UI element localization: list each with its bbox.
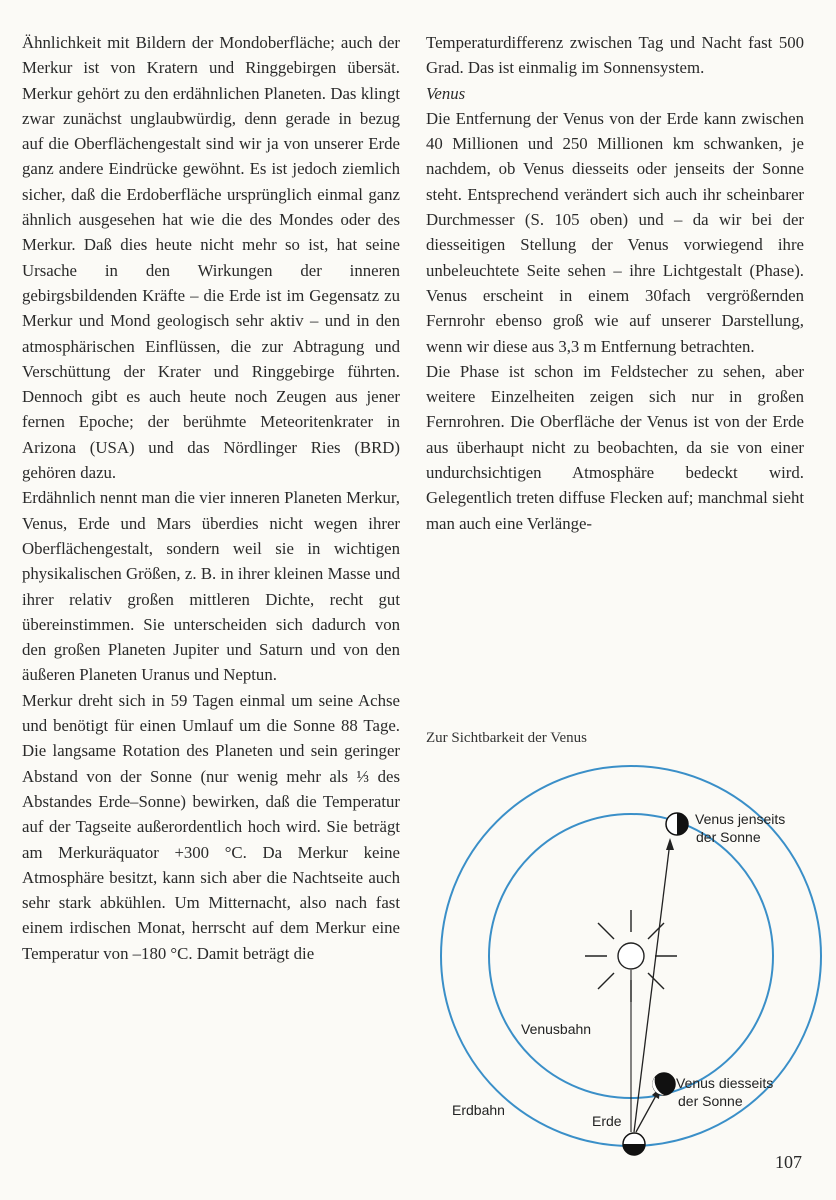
label-venus-far-line1: Venus jenseits	[695, 811, 786, 827]
earth-icon	[623, 1133, 645, 1155]
label-venus-orbit: Venusbahn	[521, 1021, 592, 1037]
venus-visibility-diagram	[426, 752, 836, 1172]
arrowhead-far	[666, 838, 674, 850]
venus-near-icon	[652, 1073, 675, 1095]
label-venus-near-line1: Venus diesseits	[676, 1075, 774, 1091]
paragraph-mercury-surface: Ähnlichkeit mit Bildern der Mondoberfläche; auch der Merkur ist von Kratern und Ringgebirgen übersät. Merkur gehört zu den erdähnlichen Planeten. Das klingt zwar zunächst unglaubwürdig, denn gerade in bezug auf die Oberflächengestalt sind wir ja von unserer Erde ganz andere Eindrücke gewöhnt. Es ist jedoch ziemlich sicher, daß die Erdoberfläche ursprünglich einmal ganz ähnlich ausgesehen hat wie die des Mondes oder des Merkur. Daß dies heute nicht mehr so ist, hat seine Ursache in den Wirkungen der inneren gebirgsbildenden Kräfte – die Erde ist im Gegensatz zu Merkur und Mond geologisch sehr aktiv – und in den atmosphärischen Einflüssen, die zur Abtragung und Verschüttung der Krater und Ringgebirge führten. Dennoch gibt es auch heute noch Zeugen aus jener fernen Epoche; der berühmte Meteoritenkrater in Arizona (USA) und das Nördlinger Ries (BRD) gehören dazu.	[22, 33, 400, 483]
paragraph-venus-phase: Die Phase ist schon im Feldstecher zu sehen, aber weitere Einzelheiten zeigen sich nur in großen Fernrohren. Die Oberfläche der Venus ist von der Erde aus überhaupt nicht zu beobachten, da sie von einer undurchsichtigen Atmosphäre bedeckt wird. Gelegentlich treten diffuse Flecken auf; manchmal sieht man auch eine Verlänge-	[426, 361, 804, 533]
label-venus-far-line2: der Sonne	[696, 829, 761, 845]
paragraph-venus-distance: Die Entfernung der Venus von der Erde kann zwischen 40 Millionen und 250 Millionen km schwanken, je nachdem, ob Venus diesseits oder jenseits der Sonne steht. Entsprechend verändert sich auch ihr scheinbarer Durchmesser (S. 105 oben) und – da wir bei der diesseitigen Stellung der Venus vorwiegend ihre unbeleuchtete Seite sehen – ihre Lichtgestalt (Phase). Venus erscheint in einem 30fach vergrößernden Fernrohr ebenso groß wie auf unserer Darstellung, wenn wir diese aus 3,3 m Entfernung betrachten.	[426, 108, 804, 356]
paragraph-terrestrial-planets: Erdähnlich nennt man die vier inneren Planeten Merkur, Venus, Erde und Mars überdies nicht wegen ihrer Oberflächengestalt, sondern weil sie in wichtigen physikalischen Größen, z. B. in ihrer kleinen Masse und ihrer relativ großen mittleren Dichte, recht gut übereinstimmen. Sie unterscheiden sich dadurch von den großen Planeten Jupiter und Saturn und von den äußeren Planeten Uranus und Neptun.	[22, 488, 400, 685]
page-number: 107	[775, 1152, 802, 1172]
left-column	[22, 30, 400, 966]
label-earth: Erde	[592, 1113, 622, 1129]
paragraph-mercury-rotation: Merkur dreht sich in 59 Tagen einmal um seine Achse und benötigt für einen Umlauf um die Sonne 88 Tage. Die langsame Rotation des Planeten und sein geringer Abstand von der Sonne (nur wenig mehr als ⅓ des Abstandes Erde–Sonne) bewirken, daß die Temperatur auf der Tagseite außerordentlich hoch wird. Sie beträgt am Merkuräquator +300 °C. Da Merkur keine Atmosphäre besitzt, kann sich aber die Nachtseite auch sehr stark abkühlen. Um Mitternacht, also nach fast einem irdischen Monat, herrscht auf dem Merkur eine Temperatur von –180 °C. Damit beträgt die	[22, 690, 400, 963]
label-venus-near-line2: der Sonne	[678, 1093, 743, 1109]
figure-caption: Zur Sichtbarkeit der Venus	[426, 730, 587, 746]
right-column	[426, 30, 804, 536]
paragraph-temperature-difference: Temperaturdifferenz zwischen Tag und Nacht fast 500 Grad. Das ist einmalig im Sonnensystem.	[426, 33, 804, 78]
section-heading-venus: Venus	[426, 83, 466, 103]
venus-far-icon	[666, 813, 688, 835]
label-earth-orbit: Erdbahn	[452, 1102, 505, 1118]
